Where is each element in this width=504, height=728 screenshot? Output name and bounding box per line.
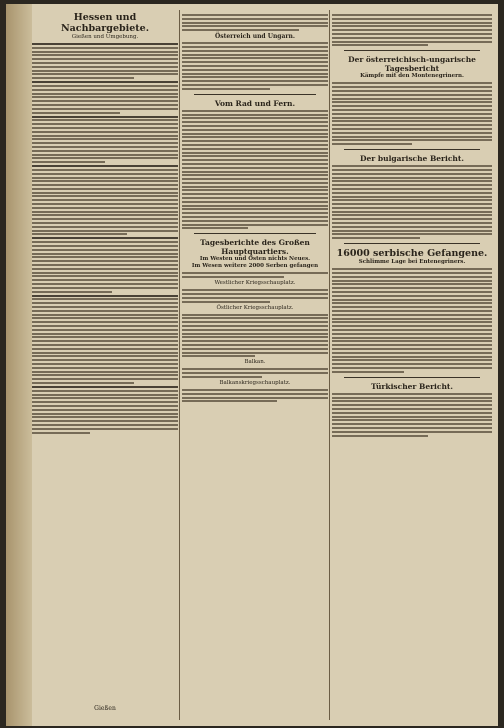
- column-3-heading-turk: Türkischer Bericht.: [370, 381, 454, 391]
- text-block: [32, 43, 178, 79]
- label-balkan2: Balkanskriegsschauplatz.: [219, 380, 291, 386]
- divider: [194, 233, 316, 234]
- column-3: [332, 12, 492, 718]
- text-block: [182, 368, 328, 378]
- text-block: [32, 116, 178, 164]
- text-block: [32, 81, 178, 113]
- text-block: [332, 393, 492, 437]
- column-1-footer: Gießen: [94, 705, 116, 712]
- text-block: [332, 268, 492, 373]
- text-block: [182, 314, 328, 358]
- text-block: [32, 237, 178, 292]
- divider: [344, 243, 480, 244]
- text-block: [32, 295, 178, 384]
- divider: [344, 149, 480, 150]
- page-edge-stain: [6, 4, 32, 726]
- text-block: [332, 82, 492, 145]
- column-3-heading-bulg: Der bulgarische Bericht.: [360, 154, 464, 164]
- column-2-sub-main2: Im Wesen weitere 2000 Serben gefangen: [191, 263, 319, 270]
- text-block: [182, 14, 328, 31]
- text-block: [182, 389, 328, 402]
- column-3-sub-oesterr: Kämpfe mit den Montenegrinern.: [360, 73, 464, 80]
- column-1: [32, 12, 178, 718]
- text-block: [332, 14, 492, 46]
- column-3-heading-oesterr: Der österreichisch-ungarische Tagesbericht: [348, 55, 476, 74]
- column-2-sub-main: Im Westen und Osten nichts Neues.: [199, 256, 311, 263]
- newspaper-page: [6, 4, 498, 726]
- column-2-heading-mid: Vom Rad und Fern.: [214, 98, 296, 108]
- divider: [344, 50, 480, 51]
- text-block: [182, 289, 328, 302]
- divider: [344, 377, 480, 378]
- column-rule: [179, 10, 180, 720]
- text-block: [182, 42, 328, 90]
- text-block: [182, 272, 328, 278]
- label-west: Westlicher Kriegsschauplatz.: [214, 280, 296, 287]
- label-balkan: Balkan.: [244, 359, 266, 366]
- column-2-heading-main: Tagesberichte des Großen Hauptquartiers.: [200, 238, 310, 257]
- text-block: [32, 165, 178, 235]
- column-3-sub-gef: Schlimme Lage bei Entenegriners.: [358, 259, 466, 266]
- column-rule: [329, 10, 330, 720]
- label-east: Östlicher Kriegsschauplatz.: [216, 304, 294, 311]
- text-block: [332, 165, 492, 239]
- text-block: [32, 386, 178, 434]
- divider: [194, 94, 316, 95]
- column-2-heading-top: Österreich und Ungarn.: [214, 33, 295, 41]
- column-1-subheading: Gießen und Umgebung.: [71, 34, 139, 40]
- column-1-heading: Hessen und Nachbargebiete.: [60, 12, 150, 34]
- text-block: [182, 110, 328, 230]
- column-3-headline-gef: 16000 serbische Gefangene.: [336, 248, 488, 260]
- column-2: [182, 12, 328, 718]
